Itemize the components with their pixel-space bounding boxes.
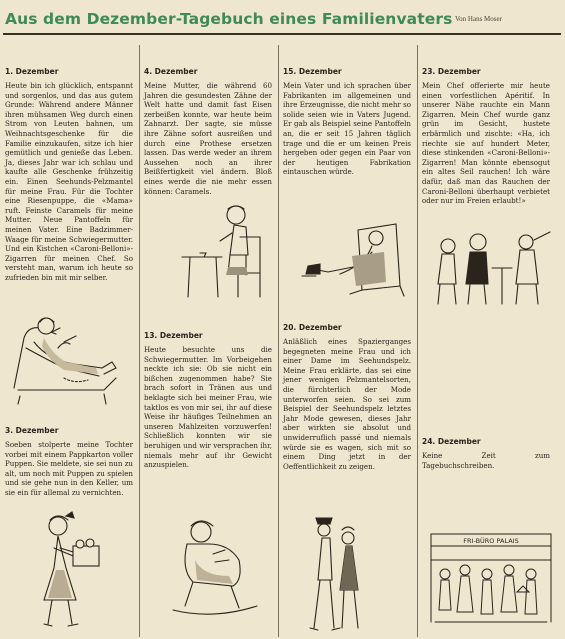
- column-divider: [139, 45, 140, 637]
- entry-text: Anläßlich eines Spazierganges begegneten meine Frau und ich einer Dame im Seehundspelz. Meine Frau erklärte, das sei eine jener wenigen Pelzmantelsorten, die fürchterlich der Mode unterworfen seien. So sei zum Beispiel der Seehundspelz letztes Jahr Mode gewesen, dieses Jahr aber wirkten sie absolut und unwiderruflich passé und niemals würde sie es wagen, sich mit so einem Ding jetzt in der Oeffentlichkeit zu zeigen.: [283, 337, 411, 471]
- entry-date: 13. Dezember: [144, 331, 203, 340]
- entry-date: 23. Dezember: [422, 67, 481, 76]
- couple-walking-illustration: [292, 510, 372, 635]
- entry-date: 24. Dezember: [422, 437, 481, 446]
- entry-text: Mein Chef offerierte mir heute einen vorfestlichen Apéritif. In unserer Nähe rauchte ein Mann Zigarren. Mein Chef wurde ganz grün im Gesicht, hustete erbärmlich und zischte: «Ha, ich riechte sie auf hundert Meter, diese stinkenden «Caroni-Belloni»-Zigarren! Man könnte ebensogut ein altes Seil rauchen! Ich wäre dafür, daß man das Rauchen der Caroni-Belloni überhaupt verbietet oder nur im Freien erlaubt!»: [422, 81, 550, 206]
- entry-dec-13: [144, 331, 272, 470]
- entry-dec-15: [283, 67, 411, 177]
- entry-dec-3: [5, 426, 133, 498]
- relaxing-man-illustration: [4, 298, 134, 408]
- title-rule: [3, 33, 561, 35]
- entry-date: 3. Dezember: [5, 426, 59, 435]
- column-divider: [278, 45, 279, 637]
- column-divider: [417, 45, 418, 637]
- entry-text: Meine Mutter, die während 60 Jahren die gesundesten Zähne der Welt hatte und damit fast Eisen zerbeißen konnte, war heute beim Zahnarzt. Der sagte, sie müsse ihre Zähne sofort ausreißen und durch eine Prothese ersetzen lassen. Das werde weder an ihrem Aussehen noch an ihrer Beißfertigkeit viel ändern. Bloß eines werde die nie mehr essen können: Caramels.: [144, 81, 272, 196]
- shop-sign-text: FRI-BÜRO PALAIS: [463, 537, 519, 545]
- father-armchair-illustration: [288, 216, 410, 308]
- entry-text: Heute bin ich glücklich, entspannt und sorgenlos, und das aus gutem Grunde: Während andere Männer ihren mühsamen Weg durch einen Strom von Leuten bahnen, um Weihnachtsgeschenke für die Familie einzukaufen, sitze ich hier gemütlich und genieße das Leben. Ja, dieses Jahr war ich schlau und kaufte alle Geschenke frühzeitig ein. Einen Seehunds-Pelzmantel für meine Frau. Für die Tochter eine Riesenpuppe, die «Mama» ruft. Feinste Caramels für meine Mutter. Neue Pantoffeln für meinen Vater. Eine Badzimmer-Waage für meine Schwiegermutter. Und ein Kistchen «Caroni-Belloni»-Zigarren für meinen Chef. So versteht man, warum ich heute so zufrieden bin mit mir selber.: [5, 81, 133, 282]
- christmas-shopping-crowd-illustration: [425, 530, 557, 630]
- entry-date: 1. Dezember: [5, 67, 59, 76]
- entry-text: Heute besuchte uns die Schwiegermutter. Im Vorbeigehen neckte ich sie: Ob sie nicht ein bißchen zugenommen habe? Sie brach sofort in Tränen aus und beklagte sich bei meiner Frau, wie taktlos es von mir sei, ihr auf diese Weise ihr häufiges Teilnehmen an unseren Mahlzeiten vorzuwerfen! Schließlich konnten wir sie beruhigen und wir versprachen ihr, niemals mehr auf ihr Gewicht anzuspielen.: [144, 345, 272, 470]
- entry-text: Mein Vater und ich sprachen über Fabrikanten im allgemeinen und ihre Erzeugnisse, die nicht mehr so solide seien wie in Vaters Jugend. Er gab als Beispiel seine Pantoffeln an, die er seit 15 Jahren täglich trage und die er um keinen Preis hergeben oder gegen ein Paar von der heutigen Fabrikation eintauschen würde.: [283, 81, 411, 177]
- entry-date: 20. Dezember: [283, 323, 342, 332]
- entry-dec-1: [5, 67, 133, 282]
- mother-in-law-illustration: [163, 510, 263, 630]
- entry-date: 15. Dezember: [283, 67, 342, 76]
- article-title: Aus dem Dezember-Tagebuch eines Familienvaters: [5, 10, 453, 28]
- entry-dec-23: [422, 67, 550, 206]
- author-byline: Von Hans Moser: [455, 15, 502, 23]
- chef-cafe-illustration: [426, 228, 556, 308]
- entry-dec-20: [283, 323, 411, 471]
- entry-dec-4: [144, 67, 272, 196]
- entry-date: 4. Dezember: [144, 67, 198, 76]
- entry-text: Soeben stolperte meine Tochter vorbei mit einem Pappkarton voller Puppen. Sie meldete, sie sei nun zu alt, um noch mit Puppen zu spielen und sie gehe nun in den Keller, um sie ein für allemal zu vernichten.: [5, 440, 133, 497]
- girl-with-dolls-illustration: [18, 508, 113, 633]
- entry-text: Keine Zeit zum Tagebuchschreiben.: [422, 451, 550, 470]
- entry-dec-24: [422, 437, 550, 470]
- mother-at-table-illustration: [176, 197, 271, 307]
